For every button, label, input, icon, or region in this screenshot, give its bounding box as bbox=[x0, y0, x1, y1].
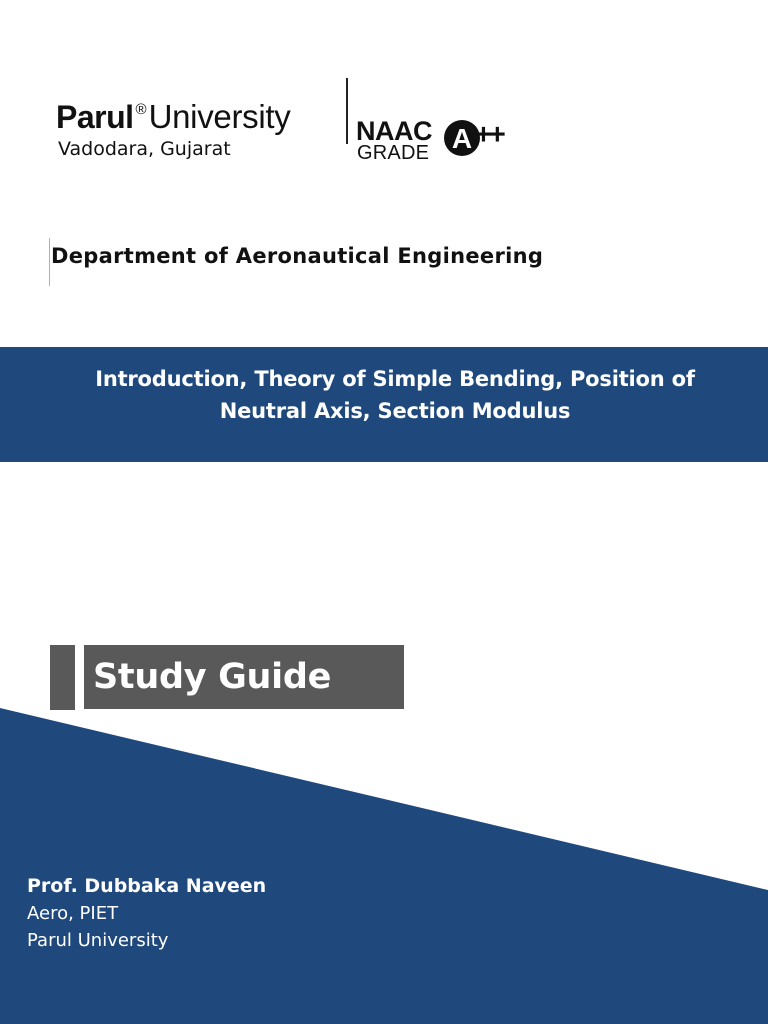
grade-label: GRADE bbox=[357, 142, 430, 164]
study-guide-label: Study Guide bbox=[93, 657, 332, 697]
author-block bbox=[27, 875, 266, 951]
author-institution: Parul University bbox=[27, 930, 169, 951]
department-heading: Department of Aeronautical Engineering bbox=[51, 244, 544, 268]
brand-name: Parul bbox=[56, 99, 134, 135]
author-affiliation: Aero, PIET bbox=[27, 903, 119, 924]
naac-label: NAAC bbox=[356, 116, 432, 146]
brand-suffix: University bbox=[148, 98, 291, 135]
title-banner bbox=[0, 347, 768, 462]
grade-plus: ++ bbox=[475, 119, 503, 151]
department-accent-line bbox=[49, 238, 50, 286]
study-guide-accent bbox=[50, 645, 75, 710]
naac-grade-logo bbox=[356, 116, 526, 166]
author-name: Prof. Dubbaka Naveen bbox=[27, 875, 267, 897]
university-wordmark bbox=[56, 98, 290, 136]
grade-letter-badge: A bbox=[444, 120, 480, 156]
university-location: Vadodara, Gujarat bbox=[58, 138, 231, 160]
registered-mark: ® bbox=[135, 101, 147, 118]
logo-divider bbox=[346, 78, 348, 144]
study-guide-label-box bbox=[84, 645, 404, 709]
document-title: Introduction, Theory of Simple Bending, Position of Neutral Axis, Section Modulus bbox=[95, 367, 695, 423]
